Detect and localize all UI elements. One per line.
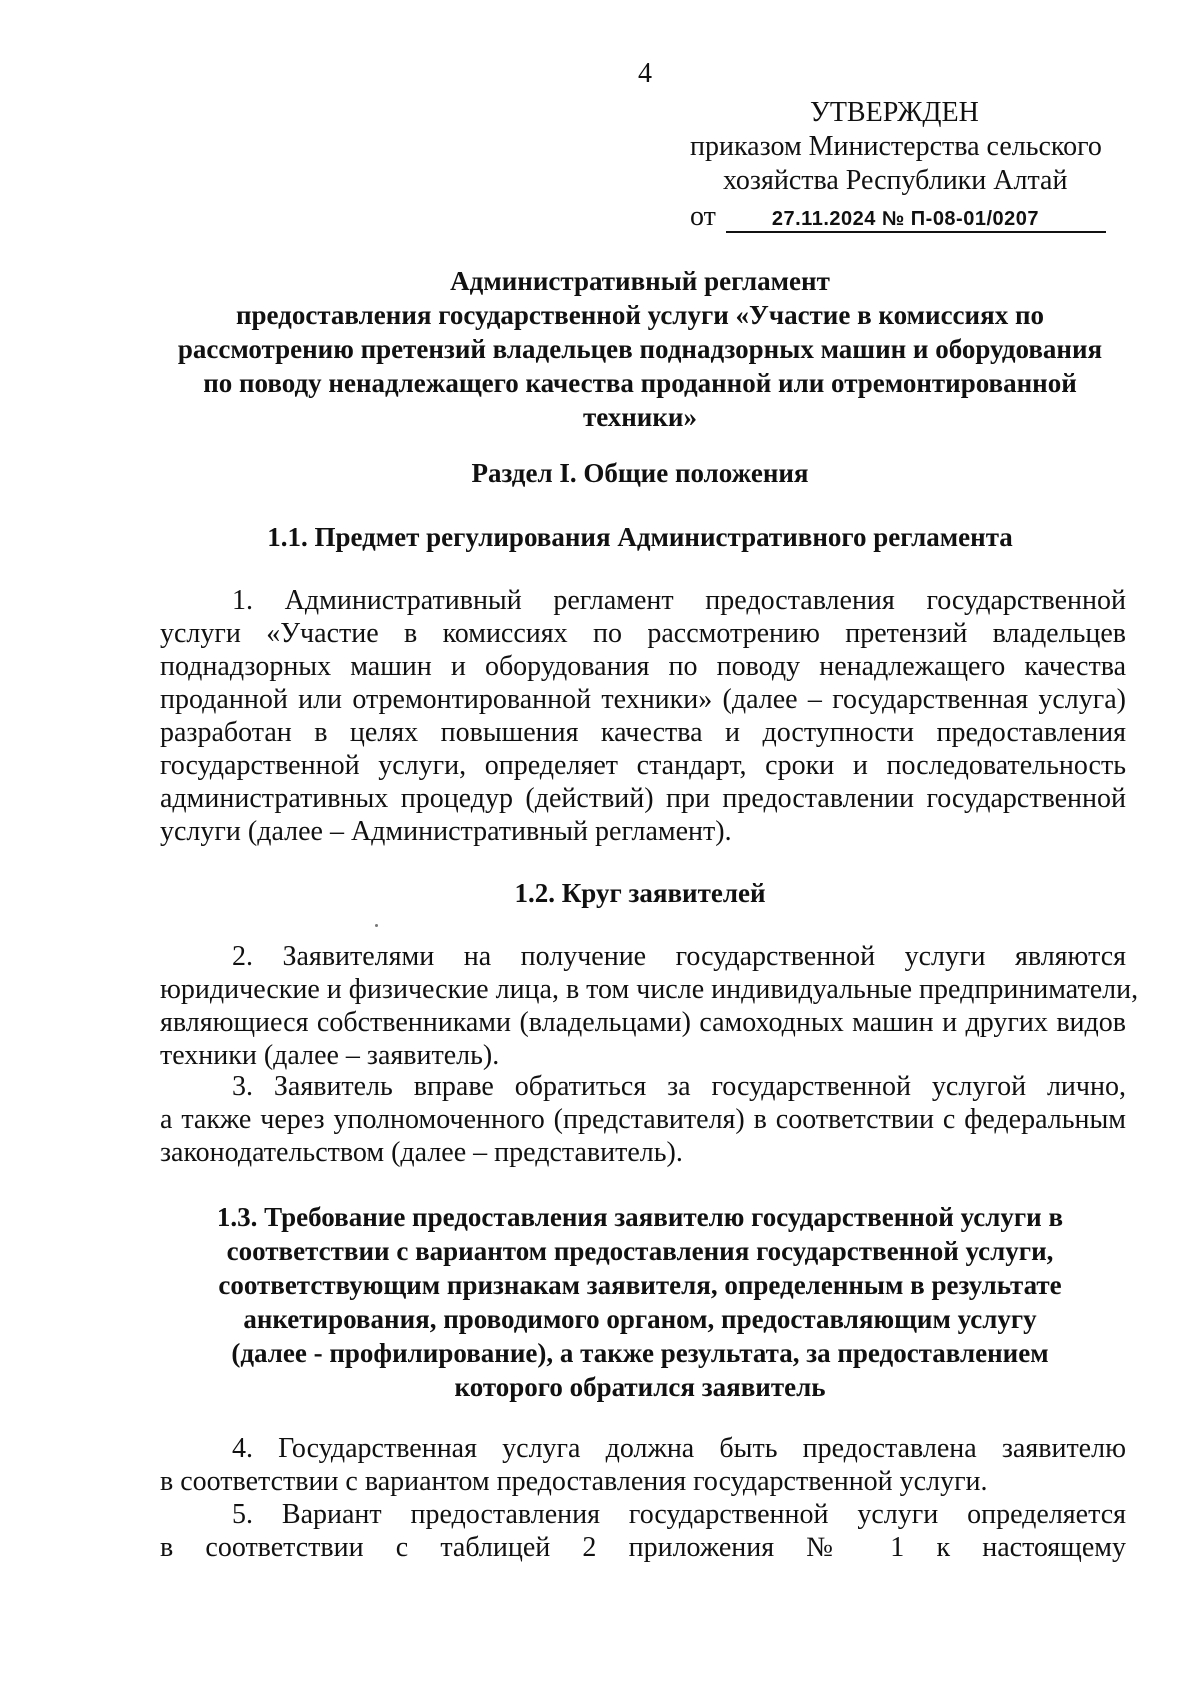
title-line: Административный регламент (450, 266, 830, 296)
approval-heading: УТВЕРЖДЕН (810, 97, 979, 128)
heading-line: 1.3. Требование предоставления заявителю государственной услуги в (216, 1202, 1064, 1232)
paragraph-line: законодательством (далее – представитель). (160, 1137, 683, 1168)
paragraph-line: проданной или отремонтированной техники» (далее – государственная услуга) (160, 684, 1126, 715)
title-line: рассмотрению претензий владельцев поднадзорных машин и оборудования (177, 334, 1103, 364)
paragraph-line: юридические и физические лица, в том числе индивидуальные предприниматели, (160, 974, 1139, 1005)
heading-line: соответствии с вариантом предоставления государственной услуги, (226, 1236, 1054, 1266)
paragraph-line: 4. Государственная услуга должна быть предоставлена заявителю (232, 1433, 1126, 1464)
paragraph-line: услуги «Участие в комиссиях по рассмотрению претензий владельцев (160, 618, 1126, 649)
approval-date-line (690, 200, 1110, 234)
paragraph-line: административных процедур (действий) при предоставлении государственной (160, 783, 1126, 814)
paragraph-line: в соответствии с таблицей 2 приложения № 1 к настоящему (160, 1532, 1126, 1563)
paragraph-3 (160, 1070, 1126, 1169)
paragraph-line: являющиеся собственниками (владельцами) самоходных машин и других видов (160, 1007, 1126, 1038)
page-number: 4 (638, 58, 652, 89)
approval-line-2: приказом Министерства сельского (690, 131, 1102, 162)
paragraph-line: 1. Административный регламент предоставления государственной (232, 585, 1126, 616)
paragraph-2 (160, 940, 1139, 1072)
heading-line: которого обратился заявитель (454, 1372, 826, 1402)
section-title: Раздел I. Общие положения (471, 458, 809, 488)
heading-line: соответствующим признакам заявителя, определенным в результате (218, 1270, 1062, 1300)
heading-line: анкетирования, проводимого органом, предоставляющим услугу (243, 1304, 1037, 1334)
paragraph-line: в соответствии с вариантом предоставления государственной услуги. (160, 1466, 988, 1497)
subsection-heading-1-2: 1.2. Круг заявителей (514, 878, 766, 908)
paragraph-line: государственной услуги, определяет стандарт, сроки и последовательность (160, 750, 1126, 781)
document-title (160, 264, 1120, 434)
paragraph-line: 5. Вариант предоставления государственной услуги определяется (232, 1499, 1126, 1530)
paragraph-line: техники (далее – заявитель). (160, 1040, 500, 1071)
paragraph-line: разработан в целях повышения качества и доступности предоставления (160, 717, 1126, 748)
paragraph-line: услуги (далее – Административный регламент). (160, 816, 732, 847)
paragraph-line: а также через уполномоченного (представителя) в соответствии с федеральным (160, 1104, 1126, 1135)
paragraph-1 (160, 584, 1126, 848)
approval-date-value: 27.11.2024 № П-08-01/0207 (726, 207, 1106, 233)
approval-line-3: хозяйства Республики Алтай (723, 165, 1068, 196)
subsection-heading-1-1: 1.1. Предмет регулирования Административного регламента (267, 522, 1013, 552)
paragraph-line: поднадзорных машин и оборудования по поводу ненадлежащего качества (160, 651, 1126, 682)
paragraph-line: 2. Заявителями на получение государственной услуги являются (232, 941, 1126, 972)
subsection-heading-1-3 (160, 1200, 1120, 1404)
approval-stamp (690, 96, 1110, 234)
scan-speck (375, 924, 378, 927)
approval-date-prefix: от (690, 201, 716, 232)
paragraph-5 (160, 1498, 1126, 1564)
title-line: по поводу ненадлежащего качества проданной или отремонтированной (203, 368, 1077, 398)
paragraph-4 (160, 1432, 1126, 1498)
title-line: предоставления государственной услуги «Участие в комиссиях по (235, 300, 1045, 330)
paragraph-line: 3. Заявитель вправе обратиться за государственной услугой лично, (232, 1071, 1126, 1102)
heading-line: (далее - профилирование), а также результата, за предоставлением (231, 1338, 1049, 1368)
title-line: техники» (583, 402, 697, 432)
